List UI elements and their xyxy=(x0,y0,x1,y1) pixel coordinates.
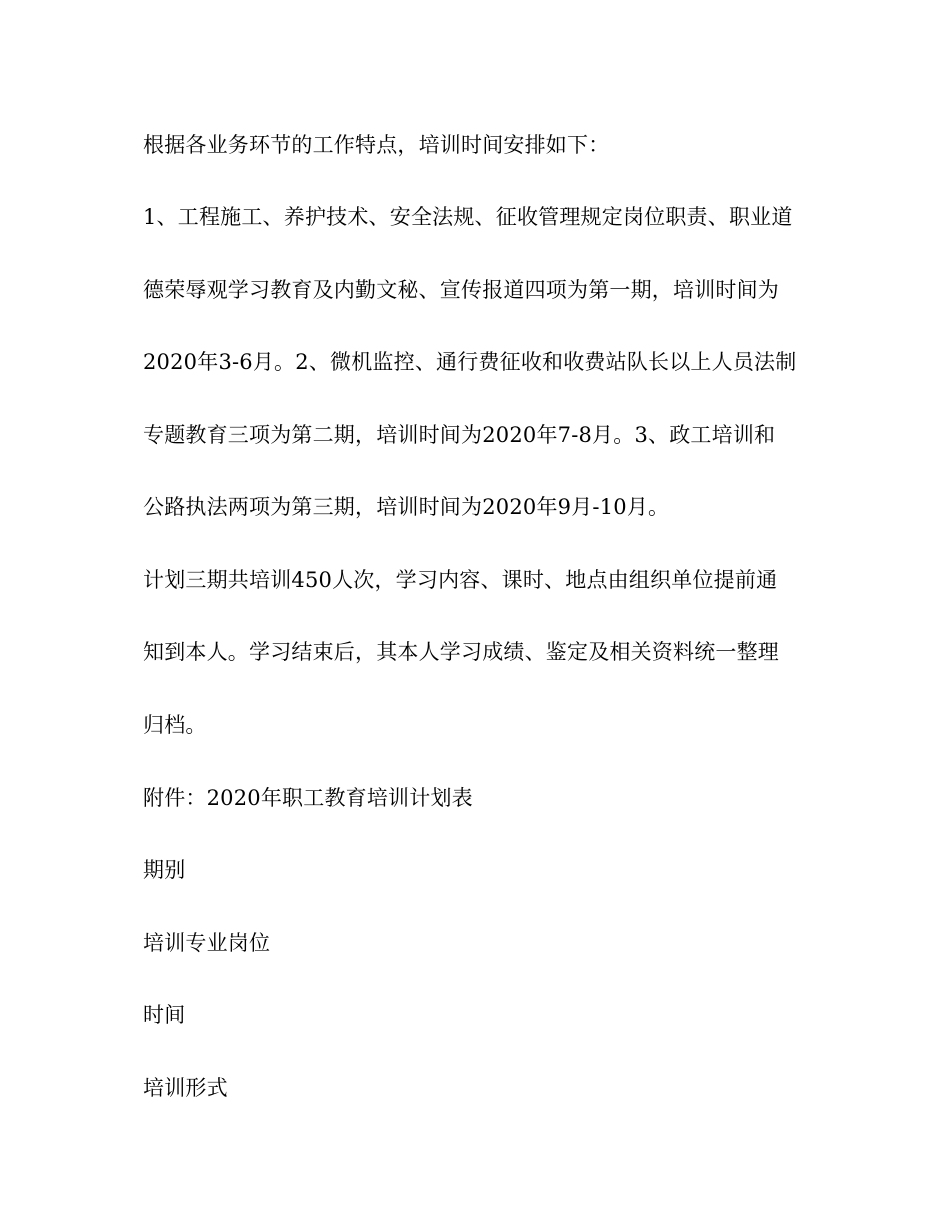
schedule-intro-line: 根据各业务环节的工作特点，培训时间安排如下： xyxy=(143,133,610,157)
attachment-title: 附件：2020年职工教育培训计划表 xyxy=(143,786,473,810)
table-header-format: 培训形式 xyxy=(143,1076,228,1100)
table-header-time: 时间 xyxy=(143,1003,186,1027)
schedule-line-1: 1、工程施工、养护技术、安全法规、征收管理规定岗位职责、职业道 xyxy=(143,205,793,229)
schedule-line-2: 德荣辱观学习教育及内勤文秘、宣传报道四项为第一期，培训时间为 xyxy=(143,278,779,302)
plan-line-1: 计划三期共培训450人次，学习内容、课时、地点由组织单位提前通 xyxy=(143,568,778,592)
table-header-position: 培训专业岗位 xyxy=(143,931,271,955)
table-header-period: 期别 xyxy=(143,858,186,882)
schedule-line-4: 专题教育三项为第二期，培训时间为2020年7-8月。3、政工培训和 xyxy=(143,423,776,447)
schedule-line-3: 2020年3-6月。2、微机监控、通行费征收和收费站队长以上人员法制 xyxy=(143,350,797,374)
plan-line-2: 知到本人。学习结束后，其本人学习成绩、鉴定及相关资料统一整理 xyxy=(143,640,779,664)
plan-line-3: 归档。 xyxy=(143,713,207,737)
schedule-line-5: 公路执法两项为第三期，培训时间为2020年9月-10月。 xyxy=(143,495,670,519)
